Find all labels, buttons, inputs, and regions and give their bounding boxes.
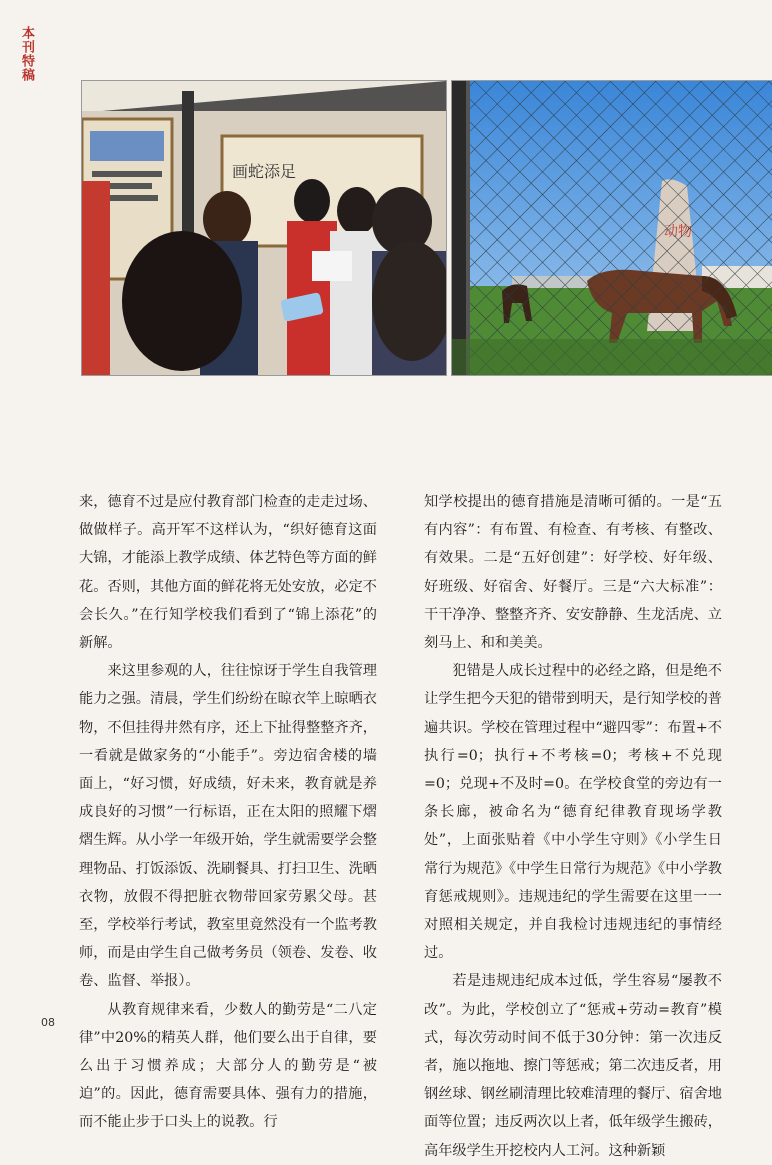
paragraph: 来这里参观的人，往往惊讶于学生自我管理能力之强。清晨，学生们纷纷在晾衣竿上晾晒衣物，不但挂得井然有序，还上下扯得整整齐齐，一看就是做家务的“小能手”。旁边宿舍楼的墙面上，“好习惯，好成绩，好未来，教育就是养成良好的习惯”一行标语，正在太阳的照耀下熠熠生辉。从小学一年级开始，学生就需要学会整理物品、打饭添饭、洗刷餐具、打扫卫生、洗晒衣物，放假不得把脏衣物带回家劳累父母。甚至，学校举行考试，教室里竟然没有一个监考教师，而是由学生自己做考务员（领卷、发卷、收卷、监督、举报）。 xyxy=(79,663,377,990)
students-photo-illustration xyxy=(82,81,446,375)
paragraph: 来，德育不过是应付教育部门检查的走走过场、做做样子。高开军不这样认为，“织好德育这面大锦，才能添上教学成绩、体艺特色等方面的鲜花。否则，其他方面的鲜花将无处安放，必定不会长久。”在行知学校我们看到了“锦上添花”的新解。 xyxy=(79,494,377,652)
horses-photo xyxy=(451,80,772,376)
section-tag: 本刊特稿 xyxy=(19,26,34,82)
page-number: 08 xyxy=(41,1016,55,1029)
paragraph: 犯错是人成长过程中的必经之路，但是绝不让学生把今天犯的错带到明天，是行知学校的普遍共识。学校在管理过程中“避四零”：布置+不执行=0；执行+不考核=0；考核+不兑现=0；兑现+不及时=0。在学校食堂的旁边有一条长廊，被命名为“德育纪律教育现场学教处”，上面张贴着《中小学生守则》《小学生日常行为规范》《中学生日常行为规范》《中小学教育惩戒规则》。违规违纪的学生需要在这里一一对照相关规定，并自我检讨违规违纪的事情经过。 xyxy=(424,663,722,962)
horses-photo-illustration xyxy=(452,81,772,375)
article-column-left xyxy=(79,488,377,1137)
article-column-right xyxy=(424,488,722,1165)
paragraph: 若是违规违纪成本过低，学生容易“屡教不改”。为此，学校创立了“惩戒+劳动=教育”模式，每次劳动时间不低于30分钟：第一次违反者，施以拖地、擦门等惩戒；第二次违反者，用钢丝球、钢丝刷清理比较难清理的餐厅、宿舍地面等位置；违反两次以上者，低年级学生搬砖，高年级学生开挖校内人工河。这种新颖 xyxy=(424,973,722,1159)
board-title: 画蛇添足 xyxy=(232,162,297,181)
paragraph: 从教育规律来看，少数人的勤劳是“二八定律”中20%的精英人群，他们要么出于自律，要么出于习惯养成；大部分人的勤劳是“被迫”的。因此，德育需要具体、强有力的措施，而不能止步于口头上的说教。行 xyxy=(79,1001,377,1131)
paragraph: 知学校提出的德育措施是清晰可循的。一是“五有内容”：有布置、有检查、有考核、有整改、有效果。二是“五好创建”：好学校、好年级、好班级、好宿舍、好餐厅。三是“六大标准”：干干净净、整整齐齐、安安静静、生龙活虎、立刻马上、和和美美。 xyxy=(424,494,722,652)
students-photo xyxy=(81,80,447,376)
